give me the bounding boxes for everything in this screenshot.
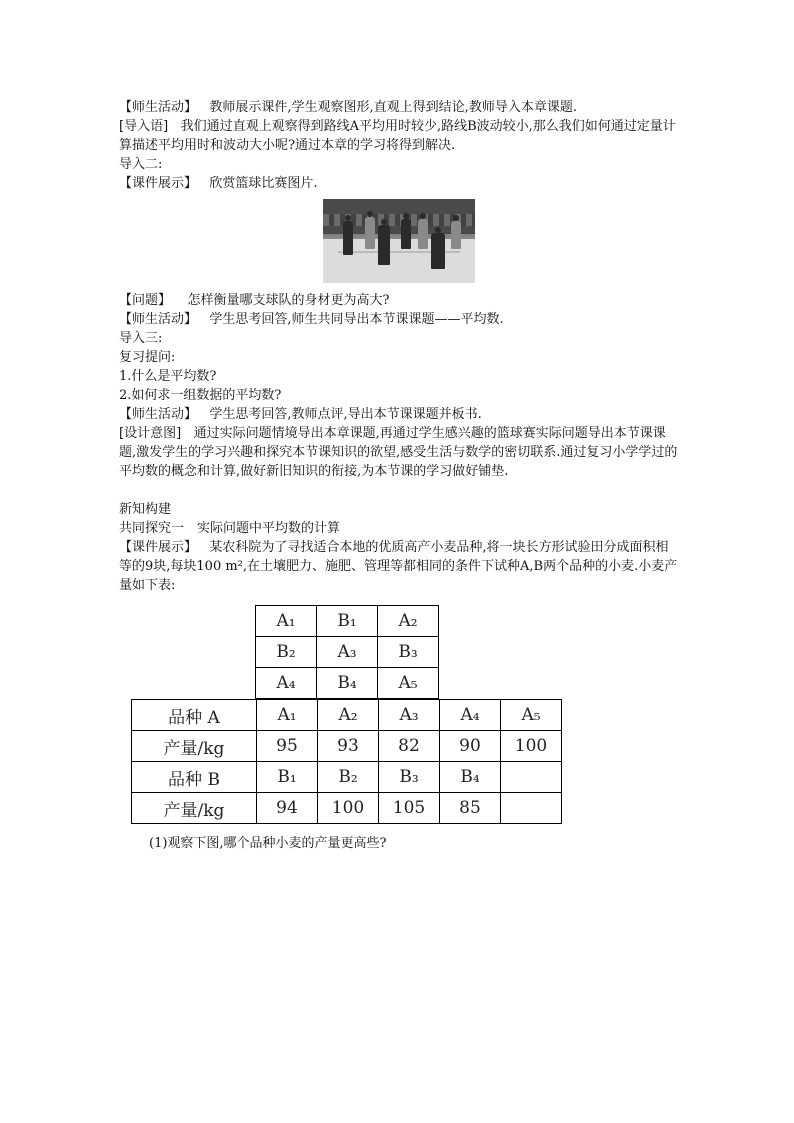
paragraph-text: 我们通过直观上观察得到路线A平均用时较少,路线B波动较小,那么我们如何通过定量计算描述平均用时和波动大小呢?通过本章的学习将得到解决. (119, 119, 676, 153)
section-tag: [导入语] (119, 119, 169, 134)
table-cell: 93 (318, 731, 379, 762)
table-cell: 产量/kg (132, 793, 257, 824)
table-cell (501, 762, 562, 793)
table-cell: 85 (440, 793, 501, 824)
section-tag: [设计意图] (119, 426, 182, 441)
table-cell: 100 (318, 793, 379, 824)
section-tag: 【课件展示】 (119, 540, 198, 555)
table-cell: 90 (440, 731, 501, 762)
subheading: 导入三: (119, 331, 163, 346)
section-tag: 【课件展示】 (119, 176, 198, 191)
section-tag: 【师生活动】 (119, 312, 198, 327)
table-cell: 94 (257, 793, 318, 824)
list-item: 1.什么是平均数? (119, 369, 217, 384)
paragraph (119, 405, 679, 424)
list-item: 2.如何求一组数据的平均数? (119, 388, 282, 403)
basketball-photo (323, 199, 475, 283)
table-cell: B₂ (318, 762, 379, 793)
yield-table (131, 699, 562, 824)
subheading: 复习提问: (119, 350, 176, 365)
section-title: 新知构建 (119, 502, 172, 517)
table-cell: A₃ (379, 700, 440, 731)
table-row (132, 793, 562, 824)
table-cell: A₂ (318, 700, 379, 731)
plot-cell: A₁ (256, 606, 317, 637)
question-text: (1)观察下图,哪个品种小麦的产量更高些? (149, 836, 387, 851)
paragraph (119, 424, 679, 481)
plot-cell: B₁ (317, 606, 378, 637)
paragraph-text: 学生思考回答,师生共同导出本节课课题——平均数. (209, 312, 504, 327)
table-cell (501, 793, 562, 824)
plot-cell: A₅ (378, 668, 439, 699)
section-tag: 【师生活动】 (119, 407, 198, 422)
table-cell: B₄ (440, 762, 501, 793)
plot-cell: B₄ (317, 668, 378, 699)
plot-layout-table (255, 605, 439, 699)
table-row (132, 762, 562, 793)
paragraph-text: 教师展示课件,学生观察图形,直观上得到结论,教师导入本章课题. (209, 100, 577, 115)
table-cell: A₅ (501, 700, 562, 731)
paragraph (119, 174, 679, 193)
plot-cell: B₂ (256, 637, 317, 668)
table-row (132, 700, 562, 731)
table-cell: A₄ (440, 700, 501, 731)
table-cell: B₃ (379, 762, 440, 793)
section-tag: 【问题】 (119, 293, 172, 308)
plot-cell: A₃ (317, 637, 378, 668)
section-tag: 【师生活动】 (119, 100, 198, 115)
paragraph-text: 通过实际问题情境导出本章课题,再通过学生感兴趣的篮球赛实际问题导出本节课课题,激发学生的学习兴趣和探究本节课知识的欲望,感受生活与数学的密切联系.通过复习小学学过的平均数的概念和计算,做好新旧知识的衔接,为本节课的学习做好铺垫. (119, 426, 678, 479)
paragraph-text: 某农科院为了寻找适合本地的优质高产小麦品种,将一块长方形试验田分成面积相等的9块,每块100 m²,在土壤肥力、施肥、管理等都相同的条件下试种A,B两个品种的小麦.小麦产量如下表: (119, 540, 678, 593)
plot-cell: A₄ (256, 668, 317, 699)
plot-cell: A₂ (378, 606, 439, 637)
paragraph (119, 117, 679, 155)
table-cell: 产量/kg (132, 731, 257, 762)
paragraph-text: 怎样衡量哪支球队的身材更为高大? (187, 293, 390, 308)
table-cell: 品种 A (132, 700, 257, 731)
paragraph (119, 98, 679, 117)
table-cell: 品种 B (132, 762, 257, 793)
table-cell: 105 (379, 793, 440, 824)
table-cell: 82 (379, 731, 440, 762)
table-cell: 95 (257, 731, 318, 762)
paragraph (119, 291, 679, 310)
subheading: 导入二: (119, 157, 163, 172)
paragraph-text: 欣赏篮球比赛图片. (209, 176, 318, 191)
plot-cell: B₃ (378, 637, 439, 668)
table-cell: B₁ (257, 762, 318, 793)
table-row (132, 731, 562, 762)
paragraph (119, 538, 679, 595)
subheading: 共同探究一 实际问题中平均数的计算 (119, 521, 341, 536)
document-page (119, 98, 679, 853)
table-cell: A₁ (257, 700, 318, 731)
paragraph (119, 310, 679, 329)
paragraph-text: 学生思考回答,教师点评,导出本节课课题并板书. (209, 407, 482, 422)
table-cell: 100 (501, 731, 562, 762)
